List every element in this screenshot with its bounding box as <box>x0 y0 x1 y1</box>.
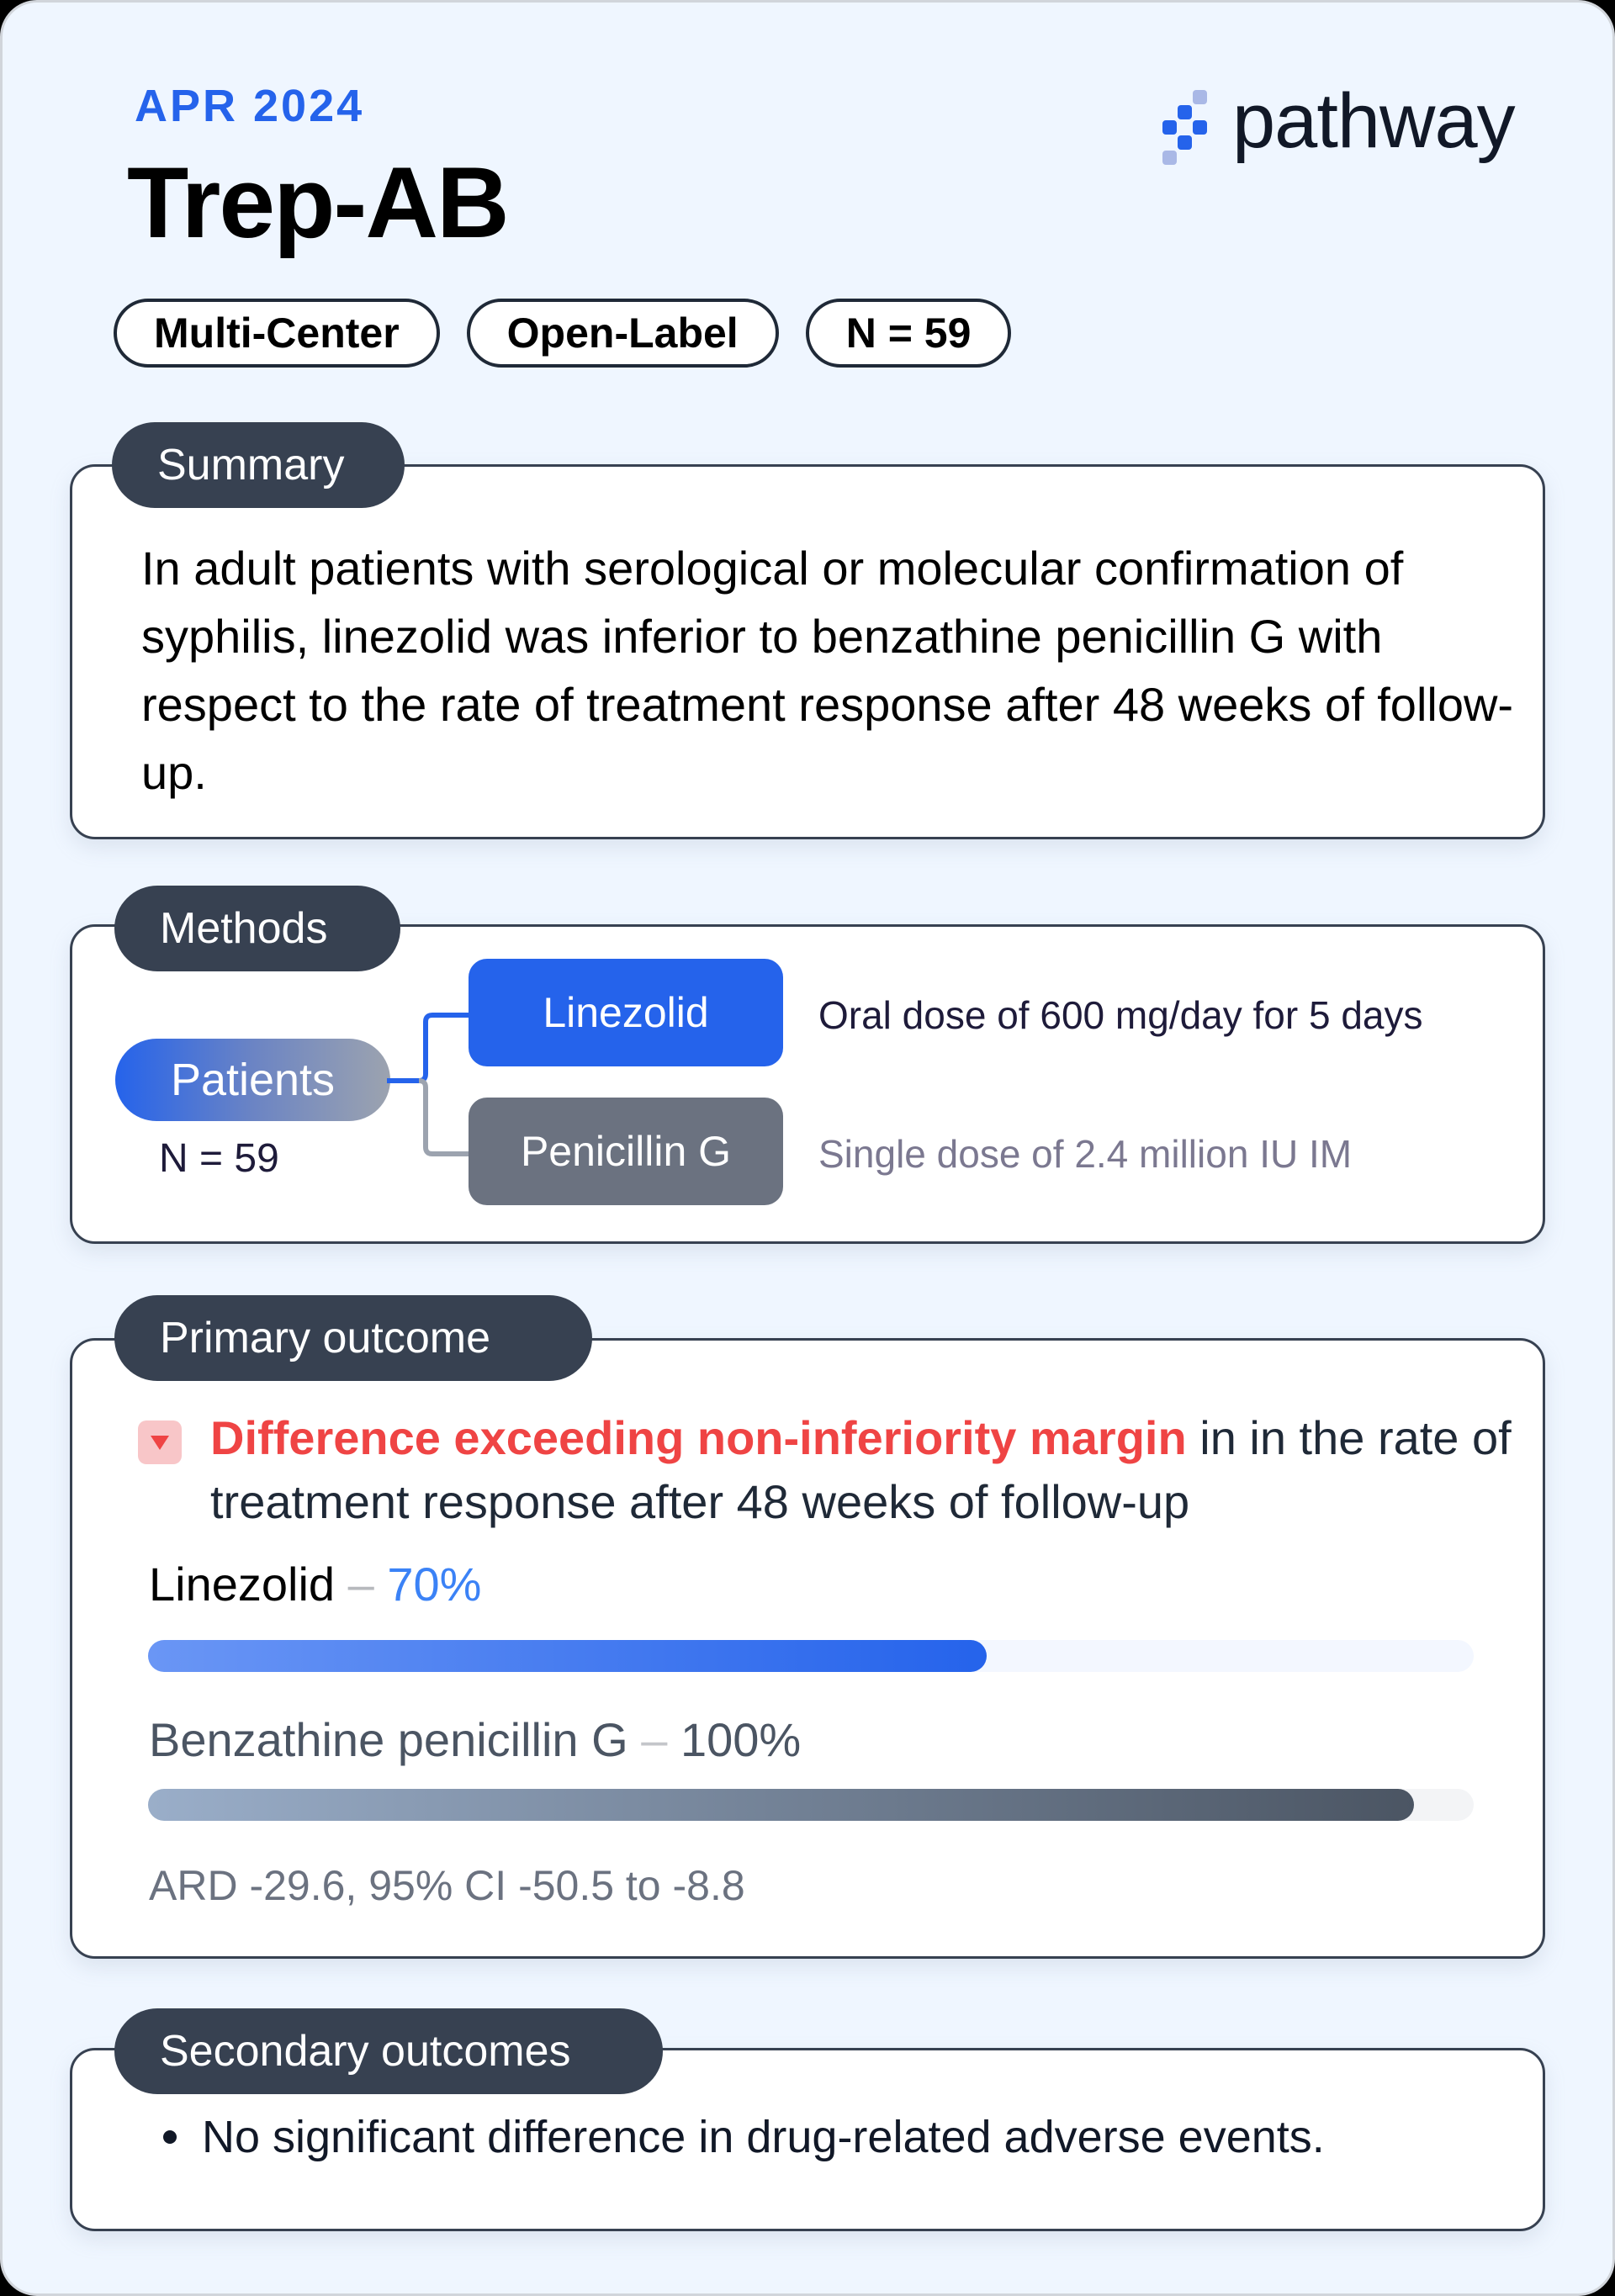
publication-date: APR 2024 <box>135 81 365 131</box>
bar-track-linezolid <box>148 1640 1474 1672</box>
triangle-down-icon <box>138 1420 182 1464</box>
bar-fill-penicillin <box>148 1789 1414 1821</box>
trial-title: Trep-AB <box>127 146 508 259</box>
pathway-logo-icon <box>1162 86 1212 167</box>
primary-outcome-statement <box>210 1406 1522 1534</box>
bar-label-penicillin: Benzathine penicillin G – 100% <box>149 1713 802 1766</box>
summary-text: In adult patients with serological or molecular confirmation of syphilis, linezolid was inferior to benzathine penicillin G with respect to the rate of treatment response after 48 weeks of follow-up. <box>141 542 1514 799</box>
patients-node: Patients <box>115 1039 390 1121</box>
arm-connector-lines <box>72 927 493 1246</box>
arm-penicillin-description: Single dose of 2.4 million IU IM <box>818 1132 1353 1176</box>
secondary-outcome-item: No significant difference in drug-related adverse events. <box>163 2111 1325 2163</box>
primary-outcome-heading: Primary outcome <box>114 1295 592 1381</box>
bullet-icon <box>163 2130 177 2144</box>
secondary-outcomes-heading: Secondary outcomes <box>114 2008 663 2094</box>
arm-penicillin: Penicillin G <box>469 1098 783 1205</box>
patients-count: N = 59 <box>159 1136 279 1181</box>
arm-linezolid-description: Oral dose of 600 mg/day for 5 days <box>818 993 1423 1037</box>
primary-outcome-highlight: Difference exceeding non-inferiority margin <box>210 1411 1187 1464</box>
absolute-risk-difference: ARD -29.6, 95% CI -50.5 to -8.8 <box>149 1862 745 1909</box>
methods-heading: Methods <box>114 886 400 971</box>
badge-multi-center: Multi-Center <box>114 299 440 368</box>
brand-logo <box>1162 80 1515 172</box>
primary-outcome-rest: in in the rate of treatment response after 48 weeks of follow-up <box>210 1411 1512 1528</box>
badge-open-label: Open-Label <box>467 299 779 368</box>
trial-badges <box>114 299 1011 368</box>
summary-heading: Summary <box>112 422 405 508</box>
bar-track-penicillin <box>148 1789 1474 1821</box>
summary-section <box>70 464 1545 839</box>
bar-label-linezolid: Linezolid – 70% <box>149 1558 482 1611</box>
brand-name: pathway <box>1232 78 1515 164</box>
methods-section <box>70 924 1545 1244</box>
badge-sample-size: N = 59 <box>806 299 1012 368</box>
bar-fill-linezolid <box>148 1640 987 1672</box>
arm-linezolid: Linezolid <box>469 959 783 1066</box>
